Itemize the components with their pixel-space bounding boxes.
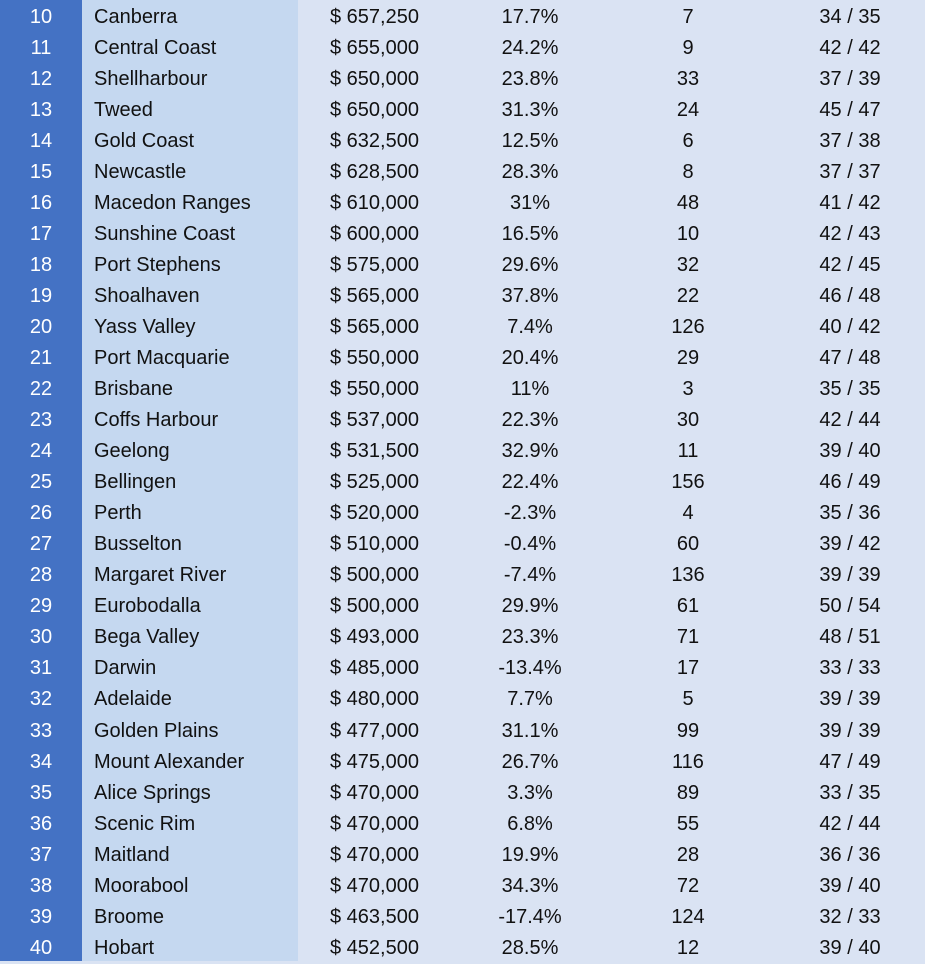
median-price-cell: $ 537,000 bbox=[330, 409, 419, 432]
region-name-cell: Scenic Rim bbox=[94, 812, 196, 835]
region-name-cell: Yass Valley bbox=[94, 316, 196, 339]
median-price-cell: $ 480,000 bbox=[330, 688, 419, 711]
ratio-cell: 39 / 40 bbox=[819, 440, 881, 463]
ratio-cell: 42 / 45 bbox=[819, 254, 881, 277]
ratio-cell: 46 / 48 bbox=[819, 285, 881, 308]
count-cell: 30 bbox=[676, 409, 700, 432]
rank-cell: 25 bbox=[29, 471, 53, 494]
rank-cell: 18 bbox=[29, 254, 53, 277]
price-change-cell: 7.4% bbox=[507, 316, 553, 339]
ratio-cell: 39 / 39 bbox=[819, 688, 881, 711]
median-price-cell: $ 610,000 bbox=[330, 192, 419, 215]
table-row bbox=[0, 250, 925, 281]
region-name-cell: Hobart bbox=[94, 936, 155, 959]
rank-cell: 21 bbox=[29, 347, 53, 370]
table-row bbox=[0, 188, 925, 219]
rank-cell: 37 bbox=[29, 843, 53, 866]
count-cell: 71 bbox=[676, 626, 700, 649]
price-change-cell: 24.2% bbox=[501, 37, 559, 59]
table-row bbox=[0, 840, 925, 871]
median-price-cell: $ 510,000 bbox=[330, 533, 419, 556]
region-name-cell: Moorabool bbox=[94, 874, 189, 897]
ratio-cell: 35 / 36 bbox=[819, 502, 881, 525]
region-name-cell: Golden Plains bbox=[94, 719, 219, 742]
count-cell: 6 bbox=[682, 130, 694, 153]
count-cell: 124 bbox=[671, 905, 705, 928]
table-row bbox=[0, 95, 925, 126]
price-change-cell: 3.3% bbox=[507, 781, 553, 804]
count-cell: 99 bbox=[676, 719, 700, 742]
ratio-cell: 47 / 49 bbox=[819, 750, 881, 773]
table-row bbox=[0, 498, 925, 529]
rank-cell: 14 bbox=[29, 130, 53, 153]
median-price-cell: $ 632,500 bbox=[330, 130, 419, 153]
ratio-cell: 39 / 42 bbox=[819, 533, 881, 556]
price-change-cell: -17.4% bbox=[498, 905, 562, 928]
price-change-cell: 22.4% bbox=[501, 471, 559, 494]
price-change-cell: 31% bbox=[509, 192, 551, 215]
rank-cell: 26 bbox=[29, 502, 53, 525]
ratio-cell: 39 / 40 bbox=[819, 936, 881, 959]
rank-cell: 28 bbox=[29, 564, 53, 587]
rank-cell: 22 bbox=[29, 378, 53, 401]
ratio-cell: 46 / 49 bbox=[819, 471, 881, 494]
count-cell: 8 bbox=[682, 161, 694, 184]
price-change-cell: 11% bbox=[510, 378, 550, 401]
count-cell: 29 bbox=[676, 347, 700, 370]
region-name-cell: Alice Springs bbox=[94, 781, 211, 804]
table-row bbox=[0, 374, 925, 405]
count-cell: 3 bbox=[682, 378, 694, 401]
rank-cell: 23 bbox=[29, 409, 53, 432]
count-cell: 136 bbox=[671, 564, 705, 587]
count-cell: 17 bbox=[676, 657, 700, 680]
price-change-cell: 34.3% bbox=[501, 874, 559, 897]
ratio-cell: 39 / 39 bbox=[819, 719, 881, 742]
price-change-cell: -0.4% bbox=[503, 533, 557, 556]
price-change-cell: 7.7% bbox=[507, 688, 553, 711]
table-row bbox=[0, 33, 925, 64]
rank-cell: 20 bbox=[29, 316, 53, 339]
count-cell: 32 bbox=[676, 254, 700, 277]
rank-cell: 33 bbox=[29, 719, 53, 742]
ratio-cell: 39 / 40 bbox=[819, 874, 881, 897]
rank-cell: 19 bbox=[29, 285, 53, 308]
price-change-cell: 29.6% bbox=[501, 254, 559, 277]
table-row bbox=[0, 622, 925, 653]
ratio-cell: 42 / 44 bbox=[819, 812, 881, 835]
median-price-cell: $ 575,000 bbox=[330, 254, 419, 277]
ratio-cell: 35 / 35 bbox=[819, 378, 881, 401]
rank-cell: 40 bbox=[29, 936, 53, 959]
region-name-cell: Eurobodalla bbox=[94, 595, 201, 618]
count-cell: 72 bbox=[676, 874, 700, 897]
ratio-cell: 37 / 38 bbox=[819, 130, 881, 153]
rank-cell: 38 bbox=[29, 874, 53, 897]
price-change-cell: -2.3% bbox=[503, 502, 557, 525]
median-price-cell: $ 470,000 bbox=[330, 781, 419, 804]
count-cell: 28 bbox=[676, 843, 700, 866]
median-price-cell: $ 470,000 bbox=[330, 812, 419, 835]
count-cell: 4 bbox=[682, 502, 694, 525]
median-price-cell: $ 500,000 bbox=[330, 595, 419, 618]
table-row bbox=[0, 871, 925, 902]
count-cell: 5 bbox=[682, 688, 694, 711]
region-name-cell: Darwin bbox=[94, 657, 157, 680]
region-name-cell: Maitland bbox=[94, 843, 170, 866]
count-cell: 12 bbox=[676, 936, 700, 959]
rank-cell: 30 bbox=[29, 626, 53, 649]
region-name-cell: Macedon Ranges bbox=[94, 192, 251, 215]
count-cell: 60 bbox=[676, 533, 700, 556]
price-change-cell: 37.8% bbox=[501, 285, 559, 308]
median-price-cell: $ 475,000 bbox=[330, 750, 419, 773]
rank-cell: 24 bbox=[29, 440, 53, 463]
rank-cell: 15 bbox=[29, 161, 53, 184]
region-name-cell: Busselton bbox=[94, 533, 182, 556]
region-name-cell: Canberra bbox=[94, 6, 178, 28]
price-change-cell: 28.5% bbox=[501, 936, 559, 959]
table-row bbox=[0, 684, 925, 715]
price-change-cell: -7.4% bbox=[503, 564, 557, 587]
median-price-cell: $ 531,500 bbox=[330, 440, 419, 463]
median-price-cell: $ 525,000 bbox=[330, 471, 419, 494]
ratio-cell: 33 / 35 bbox=[819, 781, 881, 804]
ratio-cell: 42 / 42 bbox=[819, 37, 881, 59]
count-cell: 55 bbox=[676, 812, 700, 835]
median-price-cell: $ 463,500 bbox=[330, 905, 419, 928]
ratio-cell: 32 / 33 bbox=[819, 905, 881, 928]
table-row bbox=[0, 343, 925, 374]
price-change-cell: 28.3% bbox=[501, 161, 559, 184]
price-change-cell: 31.3% bbox=[501, 99, 559, 122]
region-name-cell: Mount Alexander bbox=[94, 750, 245, 773]
price-change-cell: 32.9% bbox=[501, 440, 559, 463]
ratio-cell: 48 / 51 bbox=[819, 626, 881, 649]
rank-cell: 10 bbox=[29, 6, 53, 28]
table-row bbox=[0, 312, 925, 343]
ratio-cell: 45 / 47 bbox=[819, 99, 881, 122]
median-price-cell: $ 500,000 bbox=[330, 564, 419, 587]
rank-cell: 31 bbox=[29, 657, 53, 680]
price-change-cell: 20.4% bbox=[501, 347, 559, 370]
ratio-cell: 50 / 54 bbox=[819, 595, 881, 618]
rank-cell: 27 bbox=[29, 533, 53, 556]
rank-cell: 32 bbox=[29, 688, 53, 711]
median-price-cell: $ 565,000 bbox=[330, 285, 419, 308]
table-row bbox=[0, 467, 925, 498]
region-name-cell: Bellingen bbox=[94, 471, 177, 494]
ratio-cell: 42 / 44 bbox=[819, 409, 881, 432]
median-price-cell: $ 565,000 bbox=[330, 316, 419, 339]
count-cell: 7 bbox=[682, 6, 694, 28]
table-row bbox=[0, 405, 925, 436]
ratio-cell: 34 / 35 bbox=[819, 6, 881, 28]
rank-cell: 13 bbox=[29, 99, 53, 122]
table-row bbox=[0, 591, 925, 622]
ratio-cell: 33 / 33 bbox=[819, 657, 881, 680]
table-row bbox=[0, 529, 925, 560]
region-name-cell: Bega Valley bbox=[94, 626, 200, 649]
table-row bbox=[0, 2, 925, 33]
rank-cell: 29 bbox=[29, 595, 53, 618]
price-change-cell: 23.8% bbox=[501, 68, 559, 90]
rank-cell: 35 bbox=[29, 781, 53, 804]
ratio-cell: 42 / 43 bbox=[819, 223, 881, 246]
table-row bbox=[0, 747, 925, 778]
count-cell: 22 bbox=[676, 285, 700, 308]
count-cell: 89 bbox=[676, 781, 700, 804]
price-change-cell: 29.9% bbox=[501, 595, 559, 618]
median-price-cell: $ 650,000 bbox=[330, 68, 419, 90]
count-cell: 61 bbox=[676, 595, 700, 618]
ratio-cell: 37 / 37 bbox=[819, 161, 881, 184]
price-change-cell: 19.9% bbox=[501, 843, 559, 866]
table-row bbox=[0, 64, 925, 95]
table-row bbox=[0, 560, 925, 591]
table-row bbox=[0, 902, 925, 933]
region-name-cell: Geelong bbox=[94, 440, 170, 463]
region-name-cell: Sunshine Coast bbox=[94, 223, 236, 246]
region-name-cell: Broome bbox=[94, 905, 165, 928]
price-change-cell: -13.4% bbox=[498, 657, 562, 680]
price-change-cell: 12.5% bbox=[501, 130, 559, 153]
rank-cell: 12 bbox=[29, 68, 53, 90]
ratio-cell: 47 / 48 bbox=[819, 347, 881, 370]
count-cell: 48 bbox=[676, 192, 700, 215]
table-row bbox=[0, 933, 925, 964]
median-price-cell: $ 550,000 bbox=[330, 347, 419, 370]
rank-cell: 39 bbox=[29, 905, 53, 928]
count-cell: 11 bbox=[677, 440, 699, 463]
median-price-cell: $ 452,500 bbox=[330, 936, 419, 959]
price-change-cell: 16.5% bbox=[501, 223, 559, 246]
median-price-cell: $ 470,000 bbox=[330, 874, 419, 897]
price-change-cell: 23.3% bbox=[501, 626, 559, 649]
rank-cell: 11 bbox=[30, 37, 52, 59]
median-price-cell: $ 550,000 bbox=[330, 378, 419, 401]
median-price-cell: $ 493,000 bbox=[330, 626, 419, 649]
price-change-cell: 6.8% bbox=[507, 812, 553, 835]
count-cell: 24 bbox=[676, 99, 700, 122]
price-change-cell: 31.1% bbox=[501, 719, 559, 742]
ratio-cell: 39 / 39 bbox=[819, 564, 881, 587]
rank-cell: 17 bbox=[29, 223, 53, 246]
table-row bbox=[0, 281, 925, 312]
region-name-cell: Margaret River bbox=[94, 564, 227, 587]
median-price-cell: $ 470,000 bbox=[330, 843, 419, 866]
region-name-cell: Shoalhaven bbox=[94, 285, 200, 308]
table-row bbox=[0, 157, 925, 188]
region-name-cell: Newcastle bbox=[94, 161, 187, 184]
table-row bbox=[0, 809, 925, 840]
ratio-cell: 40 / 42 bbox=[819, 316, 881, 339]
median-price-cell: $ 655,000 bbox=[330, 37, 419, 59]
count-cell: 33 bbox=[676, 68, 700, 90]
median-price-cell: $ 485,000 bbox=[330, 657, 419, 680]
count-cell: 116 bbox=[672, 750, 704, 773]
count-cell: 9 bbox=[682, 37, 694, 59]
table-row bbox=[0, 778, 925, 809]
table-row bbox=[0, 436, 925, 467]
rank-cell: 36 bbox=[29, 812, 53, 835]
price-change-cell: 26.7% bbox=[501, 750, 559, 773]
region-name-cell: Gold Coast bbox=[94, 130, 195, 153]
region-name-cell: Central Coast bbox=[94, 37, 217, 59]
median-price-cell: $ 657,250 bbox=[330, 6, 419, 28]
rank-cell: 16 bbox=[29, 192, 53, 215]
ratio-cell: 37 / 39 bbox=[819, 68, 881, 90]
price-change-cell: 22.3% bbox=[501, 409, 559, 432]
region-name-cell: Port Stephens bbox=[94, 254, 221, 277]
region-name-cell: Port Macquarie bbox=[94, 347, 230, 370]
median-price-cell: $ 628,500 bbox=[330, 161, 419, 184]
region-name-cell: Shellharbour bbox=[94, 68, 208, 90]
count-cell: 10 bbox=[676, 223, 700, 246]
median-price-cell: $ 477,000 bbox=[330, 719, 419, 742]
region-name-cell: Adelaide bbox=[94, 688, 172, 711]
table-row bbox=[0, 219, 925, 250]
count-cell: 126 bbox=[671, 316, 705, 339]
median-price-cell: $ 650,000 bbox=[330, 99, 419, 122]
region-name-cell: Coffs Harbour bbox=[94, 409, 219, 432]
median-price-cell: $ 520,000 bbox=[330, 502, 419, 525]
median-price-cell: $ 600,000 bbox=[330, 223, 419, 246]
table-row bbox=[0, 716, 925, 747]
region-name-cell: Tweed bbox=[94, 99, 153, 122]
region-name-cell: Brisbane bbox=[94, 378, 173, 401]
region-name-cell: Perth bbox=[94, 502, 142, 525]
table-row bbox=[0, 126, 925, 157]
table-row bbox=[0, 653, 925, 684]
price-change-cell: 17.7% bbox=[501, 6, 559, 28]
ratio-cell: 36 / 36 bbox=[819, 843, 881, 866]
count-cell: 156 bbox=[671, 471, 705, 494]
ratio-cell: 41 / 42 bbox=[819, 192, 881, 215]
rank-cell: 34 bbox=[29, 750, 53, 773]
